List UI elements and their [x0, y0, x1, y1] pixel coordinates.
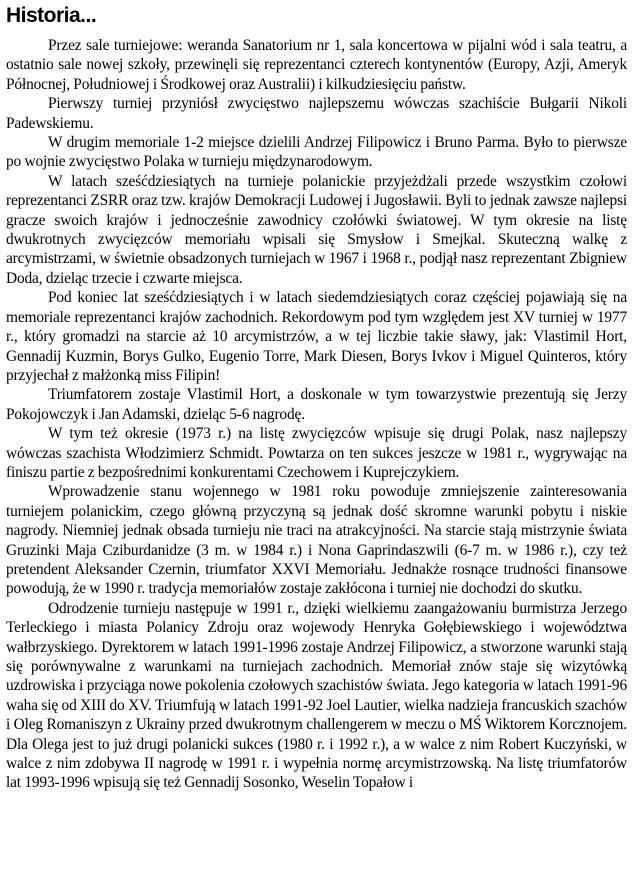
paragraph: Przez sale turniejowe: weranda Sanatorium nr 1, sala koncertowa w pijalni wód i sala teatru, a ostatnio sale nowej szkoły, przewinęli się reprezentanci czterech kontynentów (Europy, Azji, Ameryk Północnej, Południowej i Środkowej oraz Australii) i kilkudziesięciu państw. — [6, 37, 627, 93]
page-title: Historia... — [6, 4, 97, 27]
paragraph: W drugim memoriale 1-2 miejsce dzielili Andrzej Filipowicz i Bruno Parma. Było to pierwsze po wojnie zwycięstwo Polaka w turnieju międzynarodowym. — [6, 134, 627, 171]
paragraph: W latach sześćdziesiątych na turnieje polanickie przyjeżdżali przede wszystkim czołowi reprezentanci ZSRR oraz tzw. krajów Demokracji Ludowej i Jugosławii. Byli to jednak zawsze najlepsi gracze swoich krajów i jednocześnie zawodnicy czołówki światowej. W tym okresie na listę dwukrotnych zwycięzców memoriału wpisali się Smysłow i Smejkal. Skuteczną walkę z arcymistrzami, w świetnie obsadzonych turniejach w 1967 i 1968 r., podjął nasz reprezentant Zbigniew Doda, dzieląc trzecie i czwarte miejsca. — [6, 172, 627, 287]
paragraph: Pod koniec lat sześćdziesiątych i w latach siedemdziesiątych coraz częściej pojawiają się na memoriale reprezentanci krajów zachodnich. Rekordowym pod tym względem jest XV turniej w 1977 r., który gromadzi na starcie aż 10 arcymistrzów, a w tej liczbie takie sławy, jak: Vlastimil Hort, Gennadij Kuzmin, Borys Gulko, Eugenio Torre, Mark Diesen, Borys Ivkov i Miguel Quinteros, który przyjechał z małżonką miss Filipin! — [6, 289, 627, 384]
paragraph: Triumfatorem zostaje Vlastimil Hort, a doskonale w tym towarzystwie prezentują się Jerzy Pokojowczyk i Jan Adamski, dzieląc 5-6 nagrodę. — [6, 386, 627, 423]
paragraph: Odrodzenie turnieju następuje w 1991 r., dzięki wielkiemu zaangażowaniu burmistrza Jerzego Terleckiego i miasta Polanicy Zdroju oraz wojewody Henryka Gołębiewskiego i województwa wałbrzyskiego. Dyrektorem w latach 1991-1996 zostaje Andrzej Filipowicz, a stworzone warunki stają się porównywalne z warunkami na turniejach zachodnich. Memoriał znów staje się wizytówką uzdrowiska i przyciąga nowe pokolenia czołowych szachistów świata. Jego kategoria w latach 1991-96 waha się od XIII do XV. Triumfują w latach 1991-92 Joel Lautier, wielka nadzieja francuskich szachów i Oleg Romaniszyn z Ukrainy przed dwukrotnym challengerem w meczu o MŚ Wiktorem Korcznojem. Dla Olega jest to już drugi polanicki sukces (1980 r. i 1992 r.), a w walce z nim Robert Kuczyński, w walce z nim zdobywa II nagrodę w 1991 r. i wypełnia normę arcymistrzowską. Na listę triumfatorów lat 1993-1996 wpisują się też Gennadij Sosonko, Weselin Topałow i — [6, 599, 627, 792]
paragraph: Pierwszy turniej przyniósł zwycięstwo najlepszemu wówczas szachiście Bułgarii Nikoli Padewskiemu. — [6, 95, 627, 132]
paragraph: W tym też okresie (1973 r.) na listę zwycięzców wpisuje się drugi Polak, nasz najlepszy wówczas szachista Włodzimierz Schmidt. Powtarza on ten sukces jeszcze w 1981 r., wygrywając na finiszu partie z bezpośrednimi konkurentami Czechowem i Kuprejczykiem. — [6, 425, 627, 481]
paragraph: Wprowadzenie stanu wojennego w 1981 roku powoduje zmniejszenie zainteresowania turniejem polanickim, czego główną przyczyną są jednak dość skromne warunki pobytu i niskie nagrody. Niemniej jednak obsada turnieju nie traci na atrakcyjności. Na starcie stają mistrzynie świata Gruzinki Maja Cziburdanidze (3 m. w 1984 r.) i Nona Gaprindaszwili (6-7 m. w 1986 r.), czy też pretendent Aleksander Czernin, triumfator XXVI Memoriału. Jednakże rosnące trudności finansowe powodują, że w 1990 r. tradycja memoriałów zostaje zakłócona i turniej nie dochodzi do skutku. — [6, 483, 627, 598]
article-body — [6, 36, 627, 793]
